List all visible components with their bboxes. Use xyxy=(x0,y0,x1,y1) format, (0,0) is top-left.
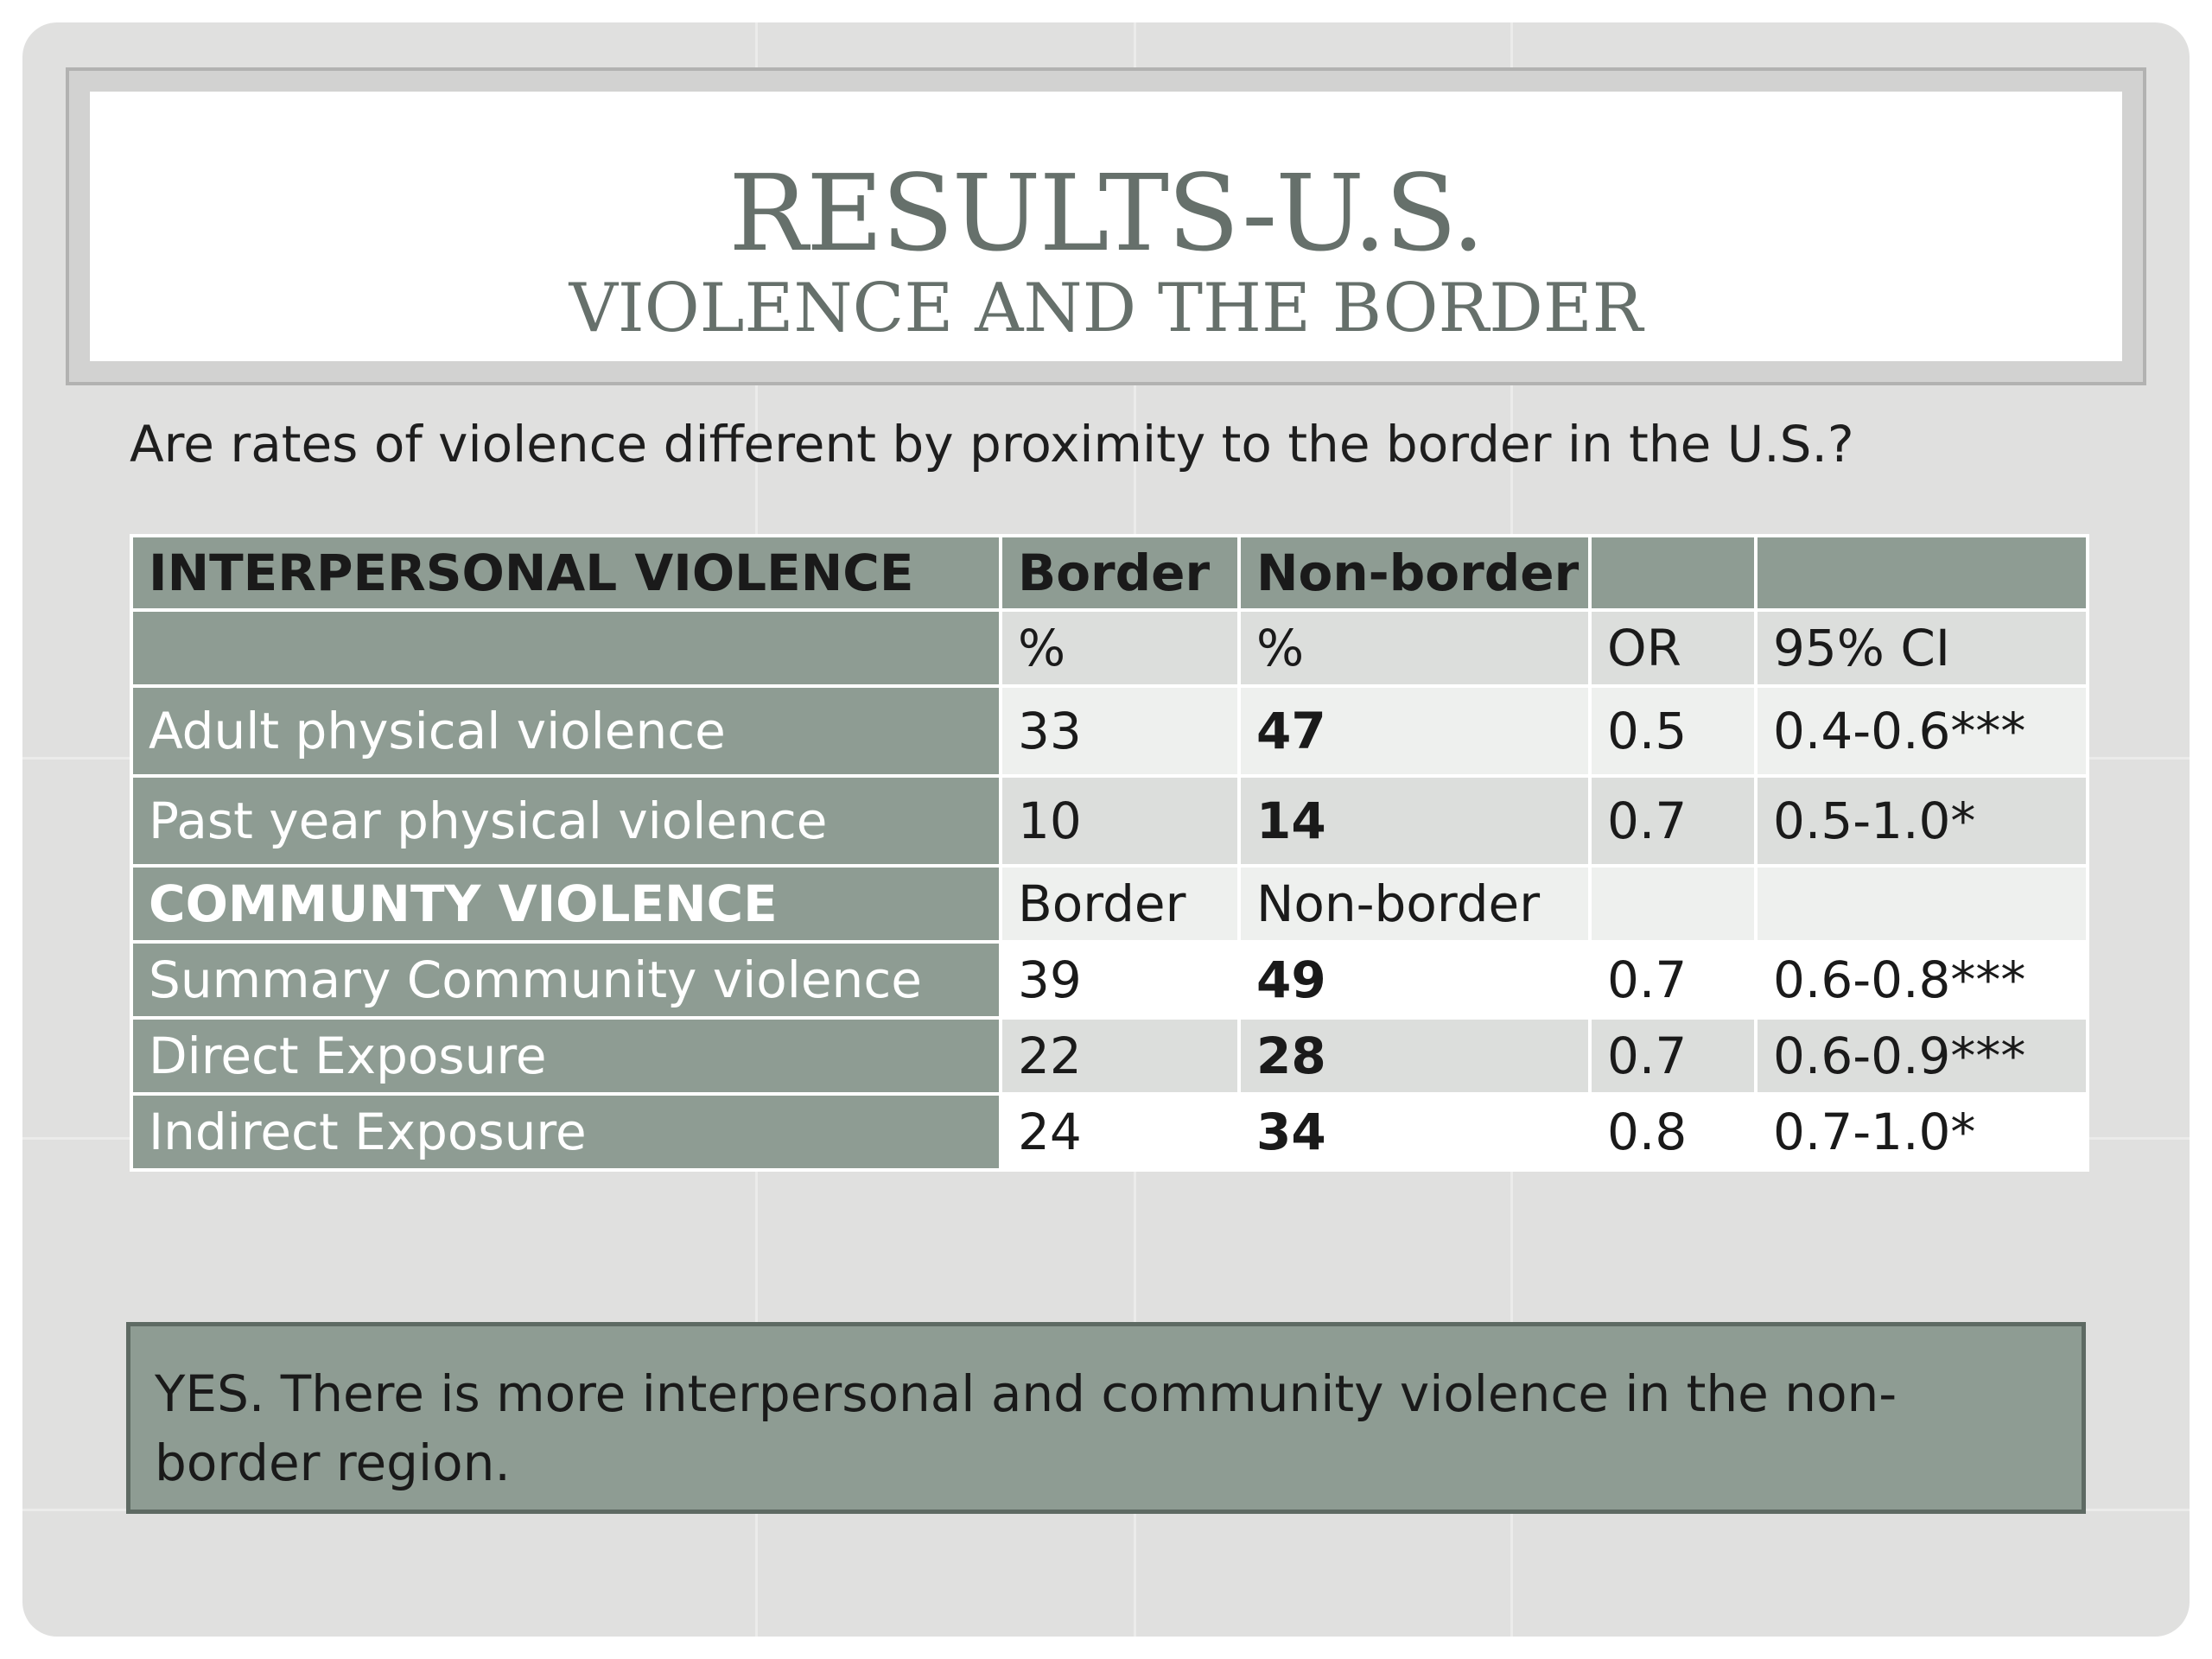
slide-subtitle: VIOLENCE AND THE BORDER xyxy=(569,270,1643,347)
column-header-border: Border xyxy=(1001,536,1239,610)
column-header-nonborder: Non-border xyxy=(1239,536,1590,610)
table-row xyxy=(131,776,2088,866)
row-label: Direct Exposure xyxy=(131,1018,1001,1094)
or-value: 0.8 xyxy=(1590,1094,1756,1170)
community-column-border: Border xyxy=(1001,866,1239,942)
community-column-nonborder: Non-border xyxy=(1239,866,1590,942)
table-row xyxy=(131,1018,2088,1094)
unit-ci: 95% CI xyxy=(1756,610,2088,686)
nonborder-value: 49 xyxy=(1239,942,1590,1018)
units-label-cell xyxy=(131,610,1001,686)
border-value: 24 xyxy=(1001,1094,1239,1170)
border-value: 22 xyxy=(1001,1018,1239,1094)
empty-cell xyxy=(1590,866,1756,942)
or-value: 0.7 xyxy=(1590,942,1756,1018)
table-row xyxy=(131,942,2088,1018)
nonborder-value: 14 xyxy=(1239,776,1590,866)
results-table xyxy=(130,534,2089,1172)
community-header-row xyxy=(131,866,2088,942)
title-frame xyxy=(66,67,2146,385)
or-value: 0.5 xyxy=(1590,686,1756,776)
slide-title: RESULTS-U.S. xyxy=(728,152,1484,275)
unit-border: % xyxy=(1001,610,1239,686)
or-value: 0.7 xyxy=(1590,1018,1756,1094)
ci-value: 0.5-1.0* xyxy=(1756,776,2088,866)
conclusion-box: YES. There is more interpersonal and community violence in the non-border region. xyxy=(126,1322,2086,1514)
empty-cell xyxy=(1756,866,2088,942)
title-box xyxy=(90,92,2122,361)
row-label: Summary Community violence xyxy=(131,942,1001,1018)
nonborder-value: 47 xyxy=(1239,686,1590,776)
ci-value: 0.7-1.0* xyxy=(1756,1094,2088,1170)
ci-value: 0.6-0.9*** xyxy=(1756,1018,2088,1094)
border-value: 33 xyxy=(1001,686,1239,776)
row-label: Indirect Exposure xyxy=(131,1094,1001,1170)
row-label: Adult physical violence xyxy=(131,686,1001,776)
table-units-row xyxy=(131,610,2088,686)
nonborder-value: 28 xyxy=(1239,1018,1590,1094)
section-header-community: COMMUNTY VIOLENCE xyxy=(131,866,1001,942)
border-value: 39 xyxy=(1001,942,1239,1018)
nonborder-value: 34 xyxy=(1239,1094,1590,1170)
table-row xyxy=(131,1094,2088,1170)
column-header-ci xyxy=(1756,536,2088,610)
table-row xyxy=(131,686,2088,776)
row-label: Past year physical violence xyxy=(131,776,1001,866)
ci-value: 0.4-0.6*** xyxy=(1756,686,2088,776)
table-header-row xyxy=(131,536,2088,610)
or-value: 0.7 xyxy=(1590,776,1756,866)
column-header-or xyxy=(1590,536,1756,610)
unit-or: OR xyxy=(1590,610,1756,686)
research-question: Are rates of violence different by proximity to the border in the U.S.? xyxy=(130,415,1854,474)
section-header-interpersonal: INTERPERSONAL VIOLENCE xyxy=(131,536,1001,610)
border-value: 10 xyxy=(1001,776,1239,866)
unit-nonborder: % xyxy=(1239,610,1590,686)
ci-value: 0.6-0.8*** xyxy=(1756,942,2088,1018)
